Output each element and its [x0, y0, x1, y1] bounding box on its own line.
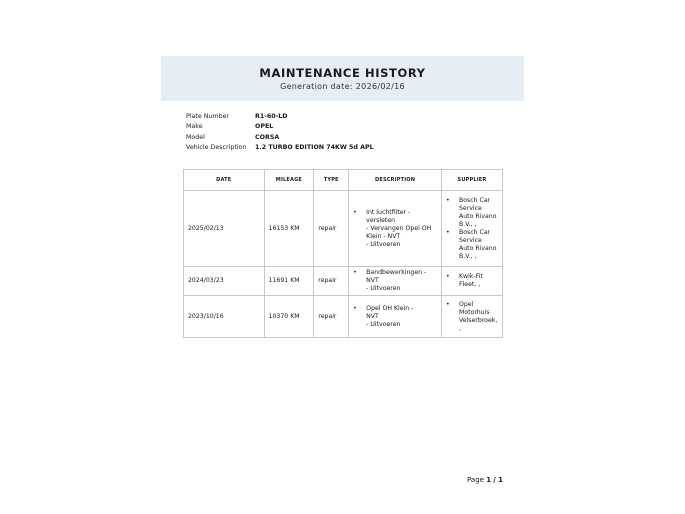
vehicle-info — [186, 112, 374, 153]
list-item — [353, 209, 437, 249]
table-row — [184, 267, 503, 296]
list-item — [446, 301, 498, 333]
bullet-icon: • — [353, 304, 357, 312]
report-header — [161, 56, 524, 101]
cell-description — [349, 296, 442, 338]
cell-mileage: 16153 KM — [264, 191, 314, 267]
supplier-list — [446, 197, 498, 261]
plate-number-value: R1-60-LD — [255, 113, 288, 120]
page-separator: / — [493, 476, 496, 484]
description-text: Bandbewerkingen - NVT - Uitvoeren — [366, 269, 427, 292]
bullet-icon: • — [445, 196, 450, 204]
table-row — [184, 296, 503, 338]
list-item — [353, 269, 437, 293]
supplier-text: Opel Motorhuis Velserbroek, , — [458, 300, 498, 332]
maintenance-history-table — [183, 169, 503, 338]
generation-date — [161, 82, 524, 92]
cell-type: repair — [314, 191, 349, 267]
description-list — [353, 209, 437, 249]
column-header-type: TYPE — [314, 170, 349, 191]
generation-date-value: 2026/02/16 — [355, 82, 405, 91]
supplier-list — [446, 301, 498, 333]
current-page: 1 — [486, 476, 492, 484]
vehicle-description-label: Vehicle Description — [186, 143, 247, 151]
list-item — [446, 229, 498, 261]
column-header-description: DESCRIPTION — [349, 170, 442, 191]
cell-supplier — [441, 191, 502, 267]
model-label: Model — [186, 133, 205, 141]
supplier-text: Bosch Car Service Auto Rivano B.V., , — [458, 196, 497, 228]
cell-date: 2025/02/13 — [184, 191, 265, 267]
supplier-list — [446, 273, 498, 289]
page-title: MAINTENANCE HISTORY — [259, 66, 426, 80]
make-value: OPEL — [255, 123, 274, 131]
cell-date: 2023/10/16 — [184, 296, 265, 338]
cell-date: 2024/03/23 — [184, 267, 265, 296]
supplier-text: Kwik-Fit Fleet, , — [458, 273, 483, 288]
cell-type: repair — [314, 296, 349, 338]
model-value: CORSA — [255, 133, 280, 141]
page-label: Page — [467, 476, 484, 484]
column-header-supplier: SUPPLIER — [441, 170, 502, 191]
description-text: Opel OH Klein - NVT - Uitvoeren — [366, 304, 414, 328]
cell-supplier — [441, 296, 502, 338]
column-header-mileage: MILEAGE — [264, 170, 314, 191]
description-list — [353, 305, 437, 329]
cell-mileage: 11691 KM — [264, 267, 314, 296]
bullet-icon: • — [353, 208, 357, 216]
bullet-icon: • — [445, 228, 450, 236]
cell-mileage: 10370 KM — [264, 296, 314, 338]
list-item — [446, 197, 498, 229]
list-item — [353, 305, 437, 329]
bullet-icon: • — [445, 273, 450, 280]
cell-type: repair — [314, 267, 349, 296]
supplier-text: Bosch Car Service Auto Rivano B.V., , — [458, 228, 497, 260]
table-header-row — [184, 170, 503, 191]
vehicle-info-row — [186, 122, 374, 132]
bullet-icon: • — [353, 269, 357, 276]
page-indicator — [467, 476, 503, 485]
cell-supplier — [441, 267, 502, 296]
cell-description — [349, 267, 442, 296]
vehicle-info-row — [186, 133, 374, 143]
description-text: Int luchtfilter - versleten - Vervangen Opel OH Klein - NVT - Uitvoeren — [366, 208, 432, 248]
make-label: Make — [186, 123, 203, 131]
list-item — [446, 273, 498, 289]
column-header-date: DATE — [184, 170, 265, 191]
table-row — [184, 191, 503, 267]
vehicle-info-row — [186, 143, 374, 153]
plate-number-label: Plate Number — [186, 113, 230, 120]
vehicle-description-value: 1.2 TURBO EDITION 74KW 5d APL — [255, 143, 374, 151]
total-pages: 1 — [498, 476, 503, 484]
cell-description — [349, 191, 442, 267]
vehicle-info-row — [186, 112, 374, 122]
description-list — [353, 269, 437, 293]
bullet-icon: • — [445, 300, 450, 308]
generation-date-label: Generation date: — [280, 82, 353, 91]
